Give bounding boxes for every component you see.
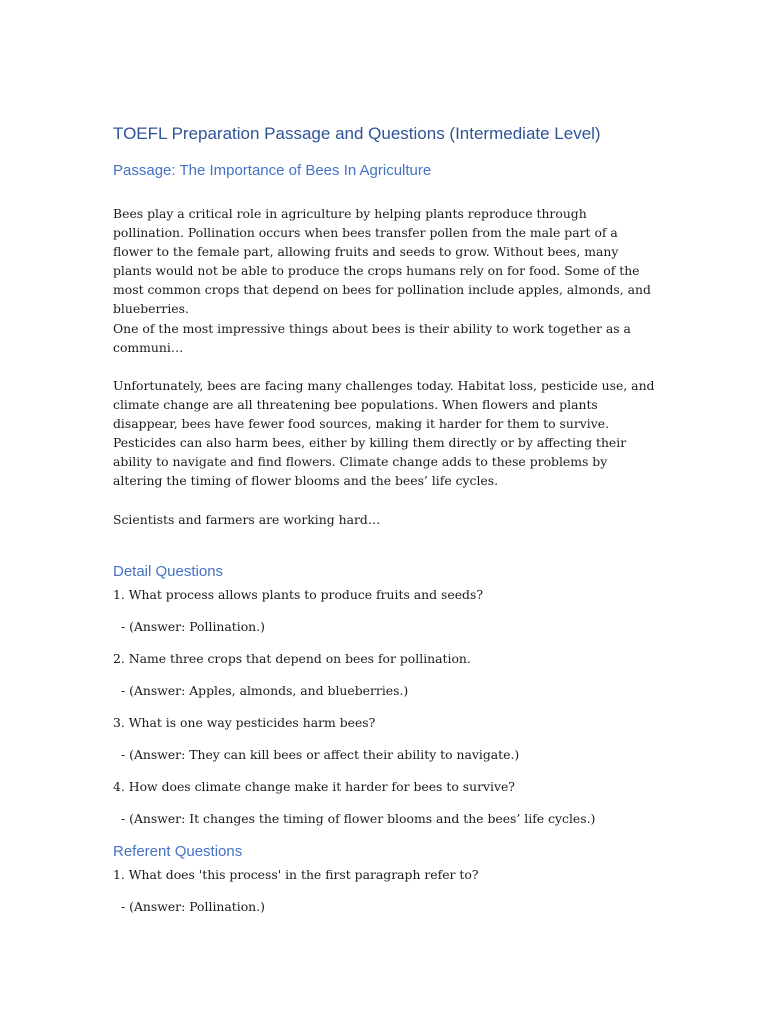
detail-question-1: 1. What process allows plants to produce fruits and seeds? (113, 587, 483, 602)
passage-paragraph-3: Unfortunately, bees are facing many challenges today. Habitat loss, pesticide use, and climate change are all threatening bee populations. When flowers and plants disappear, bees have fewer food sources, making it harder for them to survive. Pesticides can also harm bees, either by killing them directly or by affecting their ability to navigate and find flowers. Climate change adds to these problems by altering the timing of flower blooms and the bees’ life cycles. (113, 378, 655, 489)
detail-question-2: 2. Name three crops that depend on bees for pollination. (113, 651, 471, 666)
detail-answer-2: - (Answer: Apples, almonds, and blueberries.) (121, 683, 409, 698)
document-title: TOEFL Preparation Passage and Questions (Intermediate Level) (113, 124, 601, 143)
referent-questions-heading: Referent Questions (113, 843, 243, 860)
referent-answer-1: - (Answer: Pollination.) (121, 899, 265, 914)
passage-paragraph-2: One of the most impressive things about bees is their ability to work together as a communi… (113, 321, 631, 356)
detail-answer-3: - (Answer: They can kill bees or affect their ability to navigate.) (121, 747, 520, 762)
detail-question-4: 4. How does climate change make it harder for bees to survive? (113, 779, 515, 794)
passage-heading: Passage: The Importance of Bees In Agriculture (113, 162, 432, 179)
detail-question-3: 3. What is one way pesticides harm bees? (113, 715, 376, 730)
referent-question-1: 1. What does 'this process' in the first paragraph refer to? (113, 867, 479, 882)
detail-answer-4: - (Answer: It changes the timing of flower blooms and the bees’ life cycles.) (121, 811, 596, 826)
passage-paragraph-1: Bees play a critical role in agriculture by helping plants reproduce through pollination. Pollination occurs when bees transfer pollen from the male part of a flower to the female part, allowing fruits and seeds to grow. Without bees, many plants would not be able to produce the crops humans rely on for food. Some of the most common crops that depend on bees for pollination include apples, almonds, and blueberries. (113, 206, 651, 317)
passage-paragraph-4: Scientists and farmers are working hard… (113, 512, 381, 527)
detail-answer-1: - (Answer: Pollination.) (121, 619, 265, 634)
detail-questions-heading: Detail Questions (113, 563, 224, 580)
